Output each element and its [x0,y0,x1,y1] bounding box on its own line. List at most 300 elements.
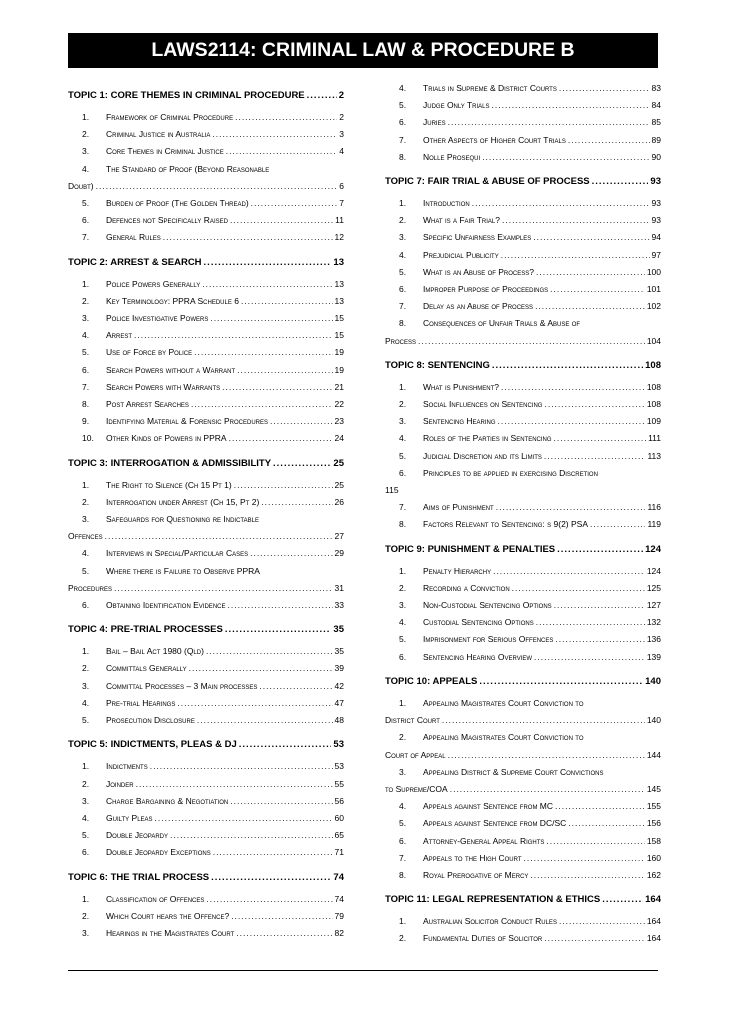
toc-entry-title: Other Aspects of Higher Court Trials [423,134,566,145]
toc-entry [68,430,344,447]
toc-entry-number: 3. [399,600,407,611]
topic-heading-title: TOPIC 3: INTERROGATION & ADMISSIBILITY [68,457,272,469]
topic-heading-title: TOPIC 9: PUNISHMENT & PENALTIES [385,543,556,555]
toc-entry-title: The Right to Silence (Ch 15 Pt 1) [106,479,232,490]
toc-entry-title-cont: to Supreme/COA [385,783,448,794]
toc-entry-title: Social Influences on Sentencing [423,399,543,410]
toc-entry-page: 83 [651,83,661,93]
toc-entry [385,867,661,884]
toc-entry [385,396,661,413]
topic-heading [68,257,344,268]
toc-entry-number: 1. [82,479,90,490]
toc-entry-title: Core Themes in Criminal Justice [106,146,224,157]
toc-entry-title: Fundamental Duties of Solicitor [423,933,543,944]
dot-leader [602,894,643,905]
toc-entry-number: 3. [82,680,90,691]
toc-right-column [385,80,661,948]
toc-entry-title: Improper Purpose of Proceedings [423,284,549,295]
toc-entry [68,494,344,511]
toc-entry [385,149,661,166]
toc-entry-number: 5. [399,634,407,645]
dot-leader [546,833,644,850]
toc-entry [68,776,344,793]
toc-entry-page: 84 [651,100,661,111]
toc-entry-title: Roles of the Parties in Sentencing [423,433,552,444]
toc-entry [385,97,661,114]
toc-entry-page: 101 [646,284,661,295]
topic-heading-title: TOPIC 10: APPEALS [385,675,478,687]
toc-entry-title: Bail – Bail Act 1980 (Qld) [106,646,204,657]
toc-entry-title: Search Powers without a Warrant [106,364,236,375]
topic-heading [385,176,661,187]
toc-entry-number: 1. [82,761,90,772]
dot-leader [544,448,646,465]
toc-entry-number: 4. [82,697,90,708]
dot-leader [213,844,333,861]
toc-entry-number: 3. [82,795,90,806]
toc-entry [385,614,661,631]
dot-leader [189,660,333,677]
toc-entry [68,293,344,310]
toc-entry-title: Burden of Proof (The Golden Thread) [106,198,249,209]
toc-entry-page: 158 [646,835,661,846]
toc-entry-number: 2. [399,215,407,226]
toc-entry-title: Double Jeopardy [106,830,168,841]
toc-entry-page: 164 [646,916,661,927]
toc-entry [385,114,661,131]
toc-entry-page: 13 [334,295,344,306]
toc-entry [385,649,661,666]
dot-leader [155,810,333,827]
toc-entry-page: 113 [647,450,661,461]
toc-entry [385,379,661,396]
toc-entry-number: 4. [399,801,407,812]
toc-entry-page: 39 [334,663,344,674]
toc-entry [68,597,344,614]
toc-entry-page: 140 [646,715,661,726]
toc-entry-page: 108 [646,381,661,392]
toc-entry-number: 6. [399,467,407,478]
dot-leader [134,327,333,344]
toc-entry-number: 4. [82,548,90,559]
toc-entry [68,344,344,361]
toc-entry [385,499,661,516]
toc-entry-page: 15 [334,330,344,341]
toc-entry-page: 125 [646,582,661,593]
topic-heading-title: TOPIC 4: PRE-TRIAL PROCESSES [68,624,223,636]
topic-heading-page: 35 [333,624,344,636]
toc-entry-line [68,563,344,580]
toc-entry-page: 53 [334,761,344,772]
toc-entry-title: Penalty Hierarchy [423,565,492,576]
toc-entry-number: 3. [82,514,90,525]
dot-leader [535,298,645,315]
toc-entry [68,793,344,810]
toc-entry-number: 8. [82,399,90,410]
dot-leader [204,257,332,268]
topic-heading-page: 140 [645,675,661,687]
dot-leader [194,344,332,361]
toc-entry-page: 97 [651,249,661,260]
toc-entry-number: 5. [82,347,90,358]
dot-leader [202,276,332,293]
toc-entry-number: 3. [399,766,407,777]
toc-entry [385,764,661,798]
toc-entry-number: 2. [399,399,407,410]
dot-leader [493,563,645,580]
toc-entry-title-cont: Procedures [68,582,113,593]
toc-entry-number: 2. [82,496,90,507]
toc-entry-number: 4. [82,163,90,174]
toc-entry-line [385,764,661,781]
dot-leader [559,80,650,97]
dot-leader [555,798,645,815]
toc-entry-page: 21 [334,381,344,392]
dot-leader [234,477,333,494]
toc-entry [385,315,661,349]
toc-entry-title: Non-Custodial Sentencing Options [423,600,552,611]
toc-entry [68,195,344,212]
dot-leader [555,631,644,648]
dot-leader [259,678,332,695]
toc-entry-title: Search Powers with Warrants [106,381,221,392]
toc-entry-number: 3. [82,927,90,938]
dot-leader [472,195,650,212]
toc-entry [385,465,661,499]
document-title: LAWS2114: CRIMINAL LAW & PROCEDURE B [68,33,658,68]
toc-entry [385,798,661,815]
toc-entry-title: Custodial Sentencing Options [423,617,534,628]
toc-entry-number: 7. [399,134,407,145]
toc-entry-page: 19 [334,347,344,358]
toc-entry-number: 8. [399,869,407,880]
toc-entry-title: Sentencing Hearing [423,416,496,427]
toc-entry-title: Committal Processes – 3 Main processes [106,680,258,691]
toc-entry-page: 144 [646,749,661,760]
toc-entry [385,132,661,149]
toc-entry-page: 136 [646,634,661,645]
dot-leader [550,281,645,298]
dot-leader [273,458,331,469]
toc-entry-title: Hearings in the Magistrates Court [106,927,235,938]
topic-heading-page: 93 [650,176,661,188]
toc-entry-number: 3. [399,232,407,243]
toc-entry-title: Charge Bargaining & Negotiation [106,795,229,806]
dot-leader [177,695,332,712]
toc-entry-number: 6. [82,364,90,375]
toc-entry-title: The Standard of Proof (Beyond Reasonable [106,163,270,174]
dot-leader [206,891,332,908]
toc-entry [385,833,661,850]
toc-entry-continuation [385,747,661,764]
toc-entry-page: 139 [646,651,661,662]
toc-entry [68,327,344,344]
toc-entry-title: Framework of Criminal Procedure [106,112,234,122]
toc-entry-continuation [385,482,661,499]
toc-entry-number: 6. [399,651,407,662]
toc-entry-number: 1. [82,893,90,904]
toc-entry-page: 104 [646,335,661,346]
toc-entry-number: 2. [399,933,407,944]
toc-entry-title: Double Jeopardy Exceptions [106,847,211,858]
toc-entry-number: 3. [399,416,407,427]
toc-entry-number: 4. [399,617,407,628]
toc-entry-page: 26 [334,496,344,507]
topic-heading-page: 108 [645,359,661,371]
toc-entry-title: Guilty Pleas [106,812,153,823]
toc-entry-title: Arrest [106,330,133,341]
toc-entry [68,758,344,775]
topic-heading [68,90,344,101]
toc-entry-number: 1. [399,198,407,209]
topic-heading [385,894,661,905]
toc-entry-number: 1. [399,697,407,708]
toc-entry [385,229,661,246]
toc-entry-page: 65 [334,830,344,841]
toc-entry-number: 2. [82,129,90,140]
topic-heading [68,739,344,750]
toc-entry [385,430,661,447]
toc-entry-page: 27 [334,531,344,542]
toc-entry-title: Interviews in Special/Particular Cases [106,548,249,559]
toc-entry-line [68,161,344,178]
toc-entry [68,413,344,430]
toc-entry [385,281,661,298]
toc-entry-page: 3 [339,129,344,140]
toc-entry [385,631,661,648]
dot-leader [492,360,643,371]
toc-entry-title: Use of Force by Police [106,347,193,358]
toc-entry-title: Sentencing Hearing Overview [423,651,533,662]
toc-entry-title: Key Terminology: PPRA Schedule 6 [106,295,239,306]
toc-entry-page: 71 [334,847,344,858]
dot-leader [524,850,645,867]
toc-entry-page: 164 [646,933,661,944]
toc-entry-number: 4. [399,433,407,444]
toc-entry-number: 3. [82,146,90,157]
toc-entry [68,643,344,660]
toc-entry [68,161,344,195]
toc-entry [385,212,661,229]
toc-entry-page: 102 [646,301,661,312]
dot-leader [210,310,332,327]
toc-entry-page: 124 [646,565,661,576]
toc-entry-page: 19 [334,364,344,375]
toc-entry-page: 2 [339,112,344,122]
toc-entry-title-cont: Doubt) [68,180,94,191]
toc-entry-title: Police Powers Generally [106,278,201,289]
toc-entry-continuation [68,178,344,195]
toc-entry-number: 6. [399,117,407,128]
dot-leader [241,293,333,310]
toc-entry-title: Judicial Discretion and its Limits [423,450,542,461]
toc-entry-page: 22 [334,399,344,410]
toc-entry-page: 145 [646,783,661,794]
toc-entry [68,925,344,942]
toc-entry-number: 4. [399,83,407,93]
topic-heading-title: TOPIC 5: INDICTMENTS, PLEAS & DJ [68,739,237,751]
dot-leader [225,624,332,635]
toc-entry-title: What is an Abuse of Process? [423,266,534,277]
toc-entry-page: 55 [334,778,344,789]
dot-leader [496,499,646,516]
toc-entry-number: 6. [399,835,407,846]
toc-entry-page: 25 [334,479,344,490]
toc-entry-page: 116 [647,502,661,513]
dot-leader [170,827,333,844]
toc-entry [68,362,344,379]
toc-entry-title: Police Investigative Powers [106,313,209,324]
toc-entry [68,310,344,327]
toc-entry-title: Trials in Supreme & District Courts [423,83,557,93]
toc-entry-title: Attorney-General Appeal Rights [423,835,545,846]
toc-entry-title: Appealing Magistrates Court Conviction to [423,732,584,743]
toc-entry [68,126,344,143]
toc-entry [68,511,344,545]
toc-entry-line [68,511,344,528]
dot-leader [479,676,643,687]
toc-entry-title: Indictments [106,761,148,772]
toc-entry-number: 5. [399,266,407,277]
toc-entry [385,247,661,264]
toc-entry-page: 7 [339,198,344,209]
toc-entry-title: Delay as an Abuse of Process [423,301,534,312]
toc-entry-page: 108 [646,399,661,410]
toc-entry-continuation [385,333,661,350]
topic-heading [385,360,661,371]
dot-leader [261,494,332,511]
toc-entry-number: 6. [399,284,407,295]
toc-entry [385,413,661,430]
toc-entry-number: 2. [82,295,90,306]
toc-entry-page: 33 [334,600,344,611]
topic-heading-title: TOPIC 2: ARREST & SEARCH [68,256,202,268]
toc-entry-title: Appealing District & Supreme Court Convictions [423,766,604,777]
toc-entry-title: What is a Fair Trial? [423,215,500,226]
toc-entry-number: 4. [399,249,407,260]
toc-entry-page: 15 [334,313,344,324]
toc-entry-number: 8. [399,318,407,329]
toc-entry-continuation [385,712,661,729]
toc-entry [68,712,344,729]
toc-entry-number: 5. [399,818,407,829]
dot-leader [544,930,645,947]
toc-entry [68,477,344,494]
toc-entry [385,850,661,867]
toc-entry-number: 5. [82,715,90,726]
toc-entry-page: 42 [334,680,344,691]
toc-entry-page: 156 [646,818,661,829]
dot-leader [251,195,338,212]
toc-entry-title: Introduction [423,198,470,209]
toc-entry-number: 1. [399,381,407,392]
topic-heading-title: TOPIC 11: LEGAL REPRESENTATION & ETHICS [385,894,601,906]
toc-entry [385,80,661,97]
toc-entry-title: Criminal Justice in Australia [106,129,211,140]
toc-entry-line [385,729,661,746]
toc-entry-page: 13 [334,278,344,289]
toc-entry [385,930,661,947]
toc-entry-title: Imprisonment for Serious Offences [423,634,554,645]
dot-leader [501,247,650,264]
toc-entry [68,827,344,844]
toc-entry-number: 7. [82,381,90,392]
toc-entry-title: Classification of Offences [106,893,205,904]
toc-entry-page: 160 [646,852,661,863]
toc-entry-number: 5. [82,198,90,209]
toc-entry-number: 5. [82,565,90,576]
toc-entry-page: 89 [651,134,661,145]
toc-entry [68,379,344,396]
dot-leader [96,178,338,195]
toc-entry-title: Nolle Prosequi [423,151,481,162]
toc-entry-title: Which Court hears the Offence? [106,910,230,921]
dot-leader [239,739,332,750]
toc-entry-title-cont: Court of Appeal [385,749,446,760]
toc-entry-page: 56 [334,795,344,806]
toc-entry-line [385,695,661,712]
toc-entry-page: 94 [651,232,661,243]
toc-entry [68,844,344,861]
topic-heading [385,676,661,687]
toc-entry-line [385,315,661,332]
toc-entry-number: 2. [82,778,90,789]
toc-entry-page: 119 [647,519,661,530]
toc-entry-title: Juries [423,117,446,128]
toc-entry-page: 24 [334,433,344,444]
toc-entry-continuation [68,580,344,597]
topic-heading [68,458,344,469]
toc-entry-number: 9. [82,416,90,427]
toc-entry-page: 162 [646,869,661,880]
dot-leader [482,149,649,166]
dot-leader [235,109,337,126]
toc-entry-title: Where there is Failure to Observe PPRA [106,565,260,576]
dot-leader [307,90,337,101]
dot-leader [418,333,645,350]
dot-leader [536,614,645,631]
toc-entry [385,580,661,597]
topic-heading-page: 25 [333,457,344,469]
toc-entry [68,109,344,126]
toc-entry-title: Prosecution Disclosure [106,715,195,726]
toc-entry-number: 6. [82,600,90,611]
toc-entry-number: 5. [399,100,407,111]
toc-entry-page: 35 [334,646,344,657]
toc-entry-title: Obtaining Identification Evidence [106,600,226,611]
dot-leader [448,747,645,764]
toc-entry [385,448,661,465]
toc-entry [68,396,344,413]
topic-heading [68,624,344,635]
toc-entry [68,229,344,246]
toc-entry [68,660,344,677]
toc-entry [68,545,344,562]
toc-entry [68,276,344,293]
dot-leader [557,544,643,555]
dot-leader [568,815,645,832]
toc-entry-number: 6. [82,847,90,858]
toc-entry-title: Consequences of Unfair Trials & Abuse of [423,318,581,329]
toc-entry [68,695,344,712]
toc-entry [68,563,344,597]
toc-entry-page: 85 [651,117,661,128]
toc-entry-title: Defences not Specifically Raised [106,215,228,226]
toc-entry-number: 7. [399,852,407,863]
dot-leader [554,597,645,614]
toc-entry-page: 93 [651,215,661,226]
toc-entry-page: 4 [339,146,344,157]
